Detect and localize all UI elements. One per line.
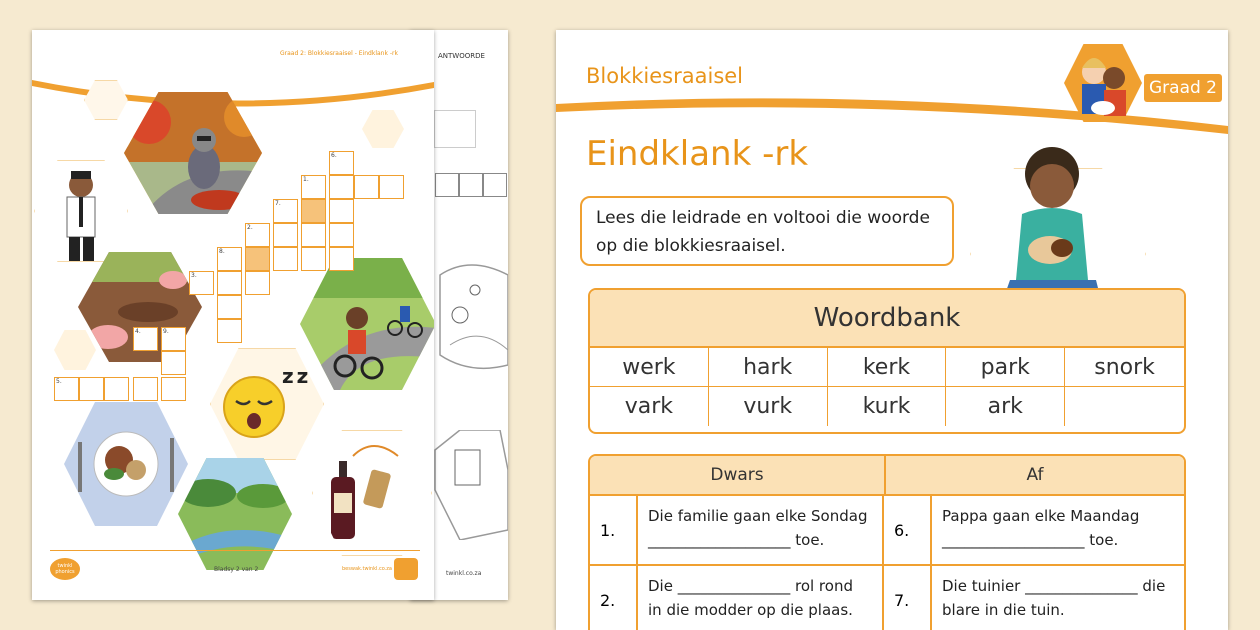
clue-number: 7. — [884, 566, 932, 630]
clue-line: blare in die tuin. — [942, 601, 1065, 619]
clue-number: 8. — [219, 248, 225, 255]
clues-sheet — [556, 30, 1228, 630]
crossword-cell-shaded[interactable] — [245, 247, 270, 271]
crossword-cell[interactable] — [329, 247, 354, 271]
footer-url: beswak.twinkl.co.za — [342, 566, 392, 572]
clue-line: Die tuinier _______________ die — [942, 577, 1166, 595]
clue-number: 4. — [135, 328, 141, 335]
twinkl-logo: twinkl phonics — [50, 558, 80, 580]
instructions-box: Lees die leidrade en voltooi die woorde op die blokkiesraaisel. — [580, 196, 954, 266]
sleeping-face-icon — [222, 375, 286, 439]
crossword-cell[interactable] — [329, 199, 354, 223]
grade-badge: Graad 2 — [1144, 74, 1222, 102]
woordbank — [588, 288, 1186, 434]
woordbank-word: werk — [590, 348, 709, 387]
decor-hexagon — [54, 330, 96, 370]
crossword-cell[interactable] — [79, 377, 104, 401]
answers-footer-url: twinkl.co.za — [446, 570, 482, 577]
woordbank-grid — [590, 348, 1184, 426]
answer-hex-outline — [434, 110, 476, 148]
crossword-cell[interactable] — [301, 223, 326, 247]
river-landscape-picture — [178, 458, 292, 570]
clue-number: 7. — [275, 200, 281, 207]
children-icon — [1070, 48, 1136, 118]
crossword-cell[interactable] — [104, 377, 129, 401]
meal-picture — [64, 402, 188, 526]
crossword-cell[interactable] — [217, 295, 242, 319]
clue-number: 6. — [884, 496, 932, 564]
across-header: Dwars — [590, 456, 886, 494]
crossword-cell-shaded[interactable] — [301, 199, 326, 223]
crossword-header: Graad 2: Blokkiesraaisel - Eindklank -rk — [280, 50, 398, 57]
crossword-cell[interactable] — [245, 271, 270, 295]
brand-title: Blokkiesraaisel — [586, 64, 744, 88]
twinkl-badge — [394, 558, 418, 580]
woordbank-word: snork — [1065, 348, 1184, 387]
clue-number: 1. — [303, 176, 309, 183]
clue-number: 2. — [247, 224, 253, 231]
woordbank-word: park — [946, 348, 1065, 387]
kids-cycling-park-picture — [300, 258, 434, 390]
crossword-cell[interactable] — [273, 247, 298, 271]
bottle-cork-picture — [312, 430, 432, 556]
crossword-cell[interactable] — [329, 223, 354, 247]
answer-bicycle-outline — [430, 255, 508, 375]
woordbank-word: hark — [709, 348, 828, 387]
crossword-cell[interactable] — [354, 175, 379, 199]
worker-picture — [34, 160, 128, 262]
crossword-cell[interactable] — [217, 271, 242, 295]
answers-header: ANTWOORDE — [438, 52, 485, 60]
crossword-cell[interactable] — [301, 247, 326, 271]
clue-number: 5. — [56, 378, 62, 385]
sleep-zzz: z z — [282, 364, 307, 388]
woordbank-word: vurk — [709, 387, 828, 426]
crossword-sheet — [32, 30, 434, 600]
footer-divider — [50, 550, 420, 551]
crossword-cell[interactable] — [379, 175, 404, 199]
clue-number: 1. — [590, 496, 638, 564]
clue-row — [590, 496, 1184, 566]
clue-text — [638, 566, 884, 630]
clue-line: Die _______________ rol rond — [648, 577, 853, 595]
down-header: Af — [1026, 465, 1044, 485]
answer-bottle-outline — [430, 430, 508, 540]
page-number: Bladsy 2 van 2 — [214, 566, 259, 573]
answer-grid-row — [435, 173, 507, 197]
crossword-cell[interactable] — [329, 175, 354, 199]
crossword-cell[interactable] — [273, 223, 298, 247]
clue-line: Pappa gaan elke Maandag — [942, 507, 1140, 525]
crossword-cell[interactable] — [133, 377, 158, 401]
clue-line: ___________________ toe. — [942, 531, 1119, 549]
woordbank-word — [1065, 387, 1184, 426]
crossword-cell[interactable] — [161, 377, 186, 401]
clue-text — [932, 496, 1184, 564]
woordbank-word: kurk — [828, 387, 947, 426]
clue-line: Die familie gaan elke Sondag — [648, 507, 868, 525]
clues-table — [588, 454, 1186, 630]
clue-number: 3. — [191, 272, 197, 279]
clue-number: 6. — [331, 152, 337, 159]
clue-text — [932, 566, 1184, 630]
crossword-cell[interactable] — [161, 351, 186, 375]
clue-number: 9. — [163, 328, 169, 335]
clue-text — [638, 496, 884, 564]
page-title: Eindklank -rk — [586, 134, 809, 174]
clue-line: in die modder op die plaas. — [648, 601, 853, 619]
clue-number: 2. — [590, 566, 638, 630]
clue-row — [590, 566, 1184, 630]
crossword-cell[interactable] — [217, 319, 242, 343]
woordbank-word: vark — [590, 387, 709, 426]
clue-line: ___________________ toe. — [648, 531, 825, 549]
woordbank-word: kerk — [828, 348, 947, 387]
woordbank-title: Woordbank — [590, 290, 1184, 348]
woordbank-word: ark — [946, 387, 1065, 426]
